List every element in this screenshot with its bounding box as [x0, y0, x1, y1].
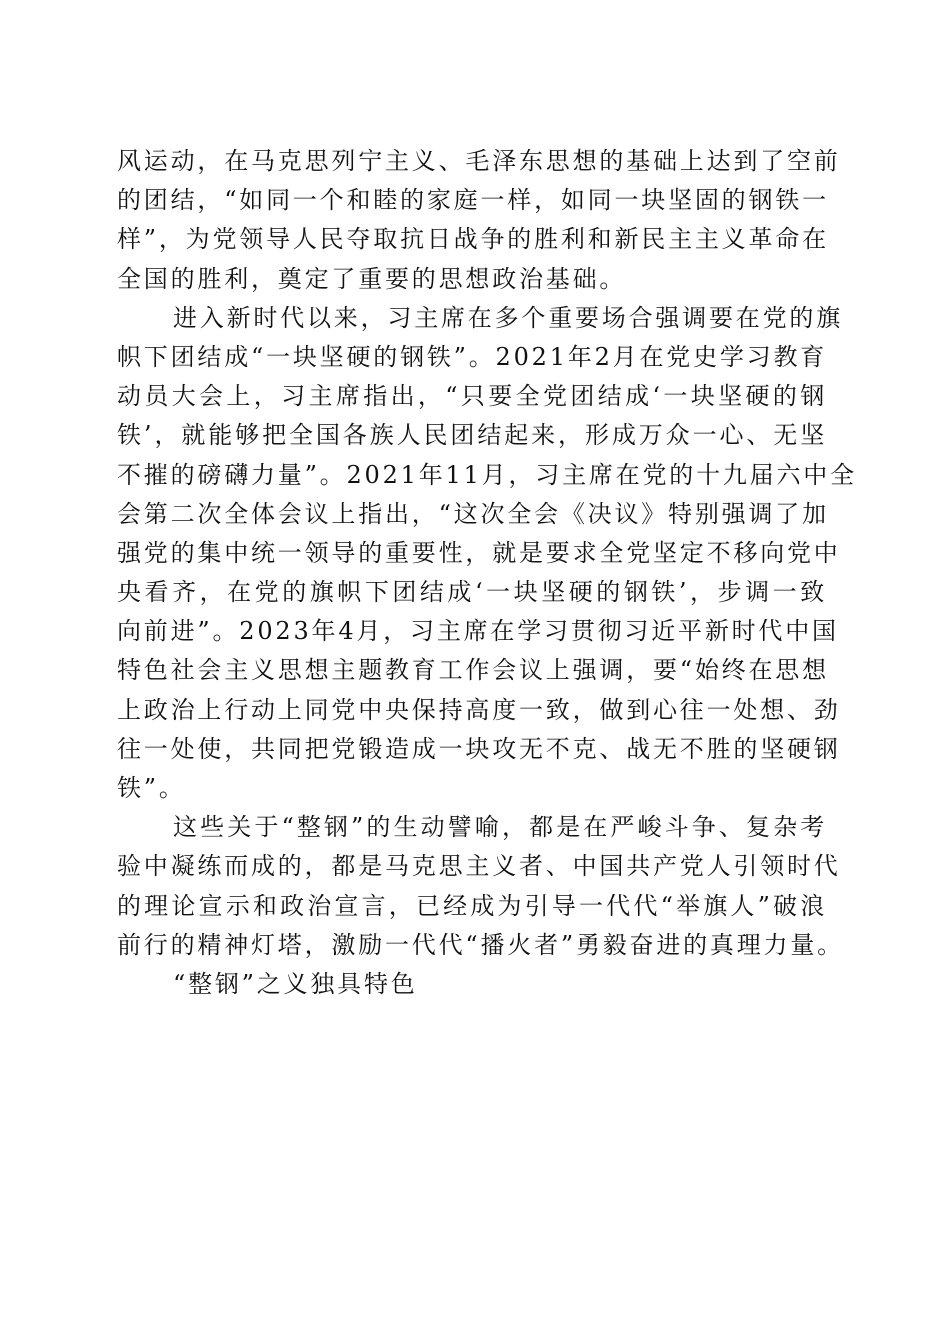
text-line: 不摧的磅礴力量”。2021年11月，习主席在党的十九届六中全 — [117, 460, 857, 489]
text-line: 央看齐，在党的旗帜下团结成‘一块坚硬的钢铁’，步调一致 — [117, 578, 827, 607]
text-line: 往一处使，共同把党锻造成一块攻无不克、战无不胜的坚硬钢 — [117, 734, 841, 763]
text-line: 验中凝练而成的，都是马克思主义者、中国共产党人引领时代 — [117, 852, 841, 881]
text-line: 向前进”。2023年4月，习主席在学习贯彻习近平新时代中国 — [117, 617, 839, 646]
text-line: 风运动，在马克思列宁主义、毛泽东思想的基础上达到了空前 — [117, 147, 841, 175]
text-line: 会第二次全体会议上指出，“这次全会《决议》特别强调了加 — [117, 499, 829, 528]
text-line: 的理论宣示和政治宣言，已经成为引导一代代“举旗人”破浪 — [117, 891, 827, 920]
paragraph-1 — [117, 142, 841, 299]
text-line: 全国的胜利，奠定了重要的思想政治基础。 — [117, 264, 627, 293]
text-line: 前行的精神灯塔，激励一代代“播火者”勇毅奋进的真理力量。 — [117, 930, 844, 959]
text-line: 动员大会上，习主席指出，“只要全党团结成‘一块坚硬的钢 — [117, 382, 827, 411]
text-line: 的团结，“如同一个和睦的家庭一样，如同一块坚固的钢铁一 — [117, 186, 829, 215]
text-line: 强党的集中统一领导的重要性，就是要求全党坚定不移向党中 — [117, 538, 841, 567]
section-heading: “整钢”之义独具特色 — [173, 969, 418, 998]
text-line: 特色社会主义思想主题教育工作会议上强调，要“始终在思想 — [117, 656, 829, 685]
text-line: 帜下团结成“一块坚硬的钢铁”。2021年2月在党史学习教育 — [117, 342, 828, 371]
text-line: 这些关于“整钢”的生动譬喻，都是在严峻斗争、复杂考 — [173, 813, 827, 842]
text-line: 上政治上行动上同党中央保持高度一致，做到心往一处想、劲 — [117, 695, 841, 724]
paragraph-2 — [117, 299, 857, 808]
text-line: 进入新时代以来，习主席在多个重要场合强调要在党的旗 — [173, 303, 843, 332]
text-line: 铁”。 — [117, 774, 186, 802]
document-body — [117, 142, 857, 1004]
text-line: 铁’，就能够把全国各族人民团结起来，形成万众一心、无坚 — [117, 421, 827, 450]
text-line: 样”，为党领导人民夺取抗日战争的胜利和新民主主义革命在 — [117, 225, 829, 254]
paragraph-3 — [117, 808, 844, 965]
